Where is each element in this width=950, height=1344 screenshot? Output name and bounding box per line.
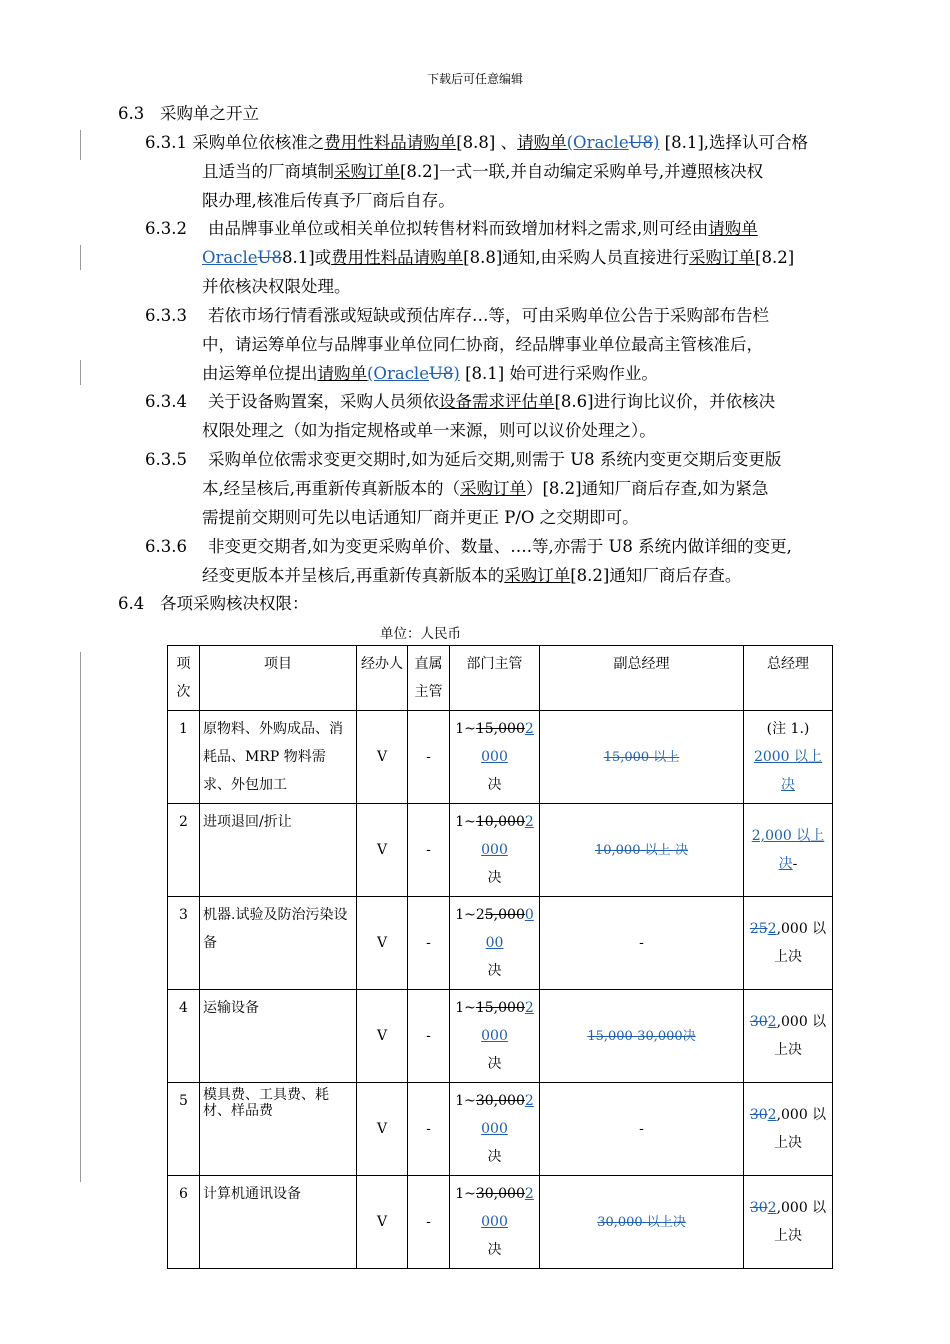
cell-no: 1 — [168, 711, 200, 804]
oracle-link[interactable]: (Oracle — [566, 133, 629, 152]
cell-item: 机器.试验及防治污染设备 — [200, 897, 357, 990]
section-6-4-heading: 6.4 各项采购核决权限： — [118, 594, 309, 613]
table-row — [168, 804, 833, 897]
col-header-handler: 经办人 — [357, 646, 408, 711]
cell-item: 进项退回/折让 — [200, 804, 357, 897]
cell-no: 2 — [168, 804, 200, 897]
cell-direct: - — [408, 897, 450, 990]
cell-dept: 1~30,0002000 决 — [450, 1176, 540, 1269]
approval-authority-table — [167, 645, 833, 1269]
cell-vp: 15,000 以上 — [540, 711, 744, 804]
col-header-no: 项次 — [168, 646, 200, 711]
change-bar — [80, 245, 81, 270]
cell-vp: - — [540, 897, 744, 990]
cell-dept: 1~30,0002000 决 — [450, 1083, 540, 1176]
cell-handler: V — [357, 1083, 408, 1176]
para-6-3-3-line-1: 6.3.3 若依市场行情看涨或短缺或预估库存…等，可由采购单位公告于采购部布告栏 — [145, 306, 769, 325]
cell-direct: - — [408, 804, 450, 897]
cell-dept: 1~10,0002000 决 — [450, 804, 540, 897]
change-bar — [80, 652, 81, 1182]
section-6-3-heading: 6.3 采购单之开立 — [118, 104, 259, 123]
cell-direct: - — [408, 990, 450, 1083]
cell-gm: 302,000 以上决 — [744, 1083, 833, 1176]
para-6-3-5-line-2: 本,经呈核后,再重新传真新版本的（采购订单）[8.2]通知厂商后存查,如为紧急 — [202, 479, 769, 498]
para-6-3-2-line-3: 并依核决权限处理。 — [202, 277, 351, 296]
cell-item: 模具费、工具费、耗材、样品费 — [200, 1083, 357, 1176]
cell-dept: 1~25,000000 决 — [450, 897, 540, 990]
table-row — [168, 1083, 833, 1176]
para-6-3-1-line-1: 6.3.1 采购单位依核准之费用性料品请购单[8.8] 、请购单(OracleU8) [8.1],选择认可合格 — [145, 133, 809, 152]
para-6-3-3-line-2: 中，请运筹单位与品牌事业单位同仁协商，经品牌事业单位最高主管核准后， — [202, 335, 763, 354]
cell-direct: - — [408, 711, 450, 804]
para-6-3-6-line-1: 6.3.6 非变更交期者,如为变更采购单价、数量、….等,亦需于 U8 系统内做详细的变更, — [145, 537, 792, 556]
cell-no: 3 — [168, 897, 200, 990]
cell-handler: V — [357, 990, 408, 1083]
para-6-3-2-line-2: OracleU88.1]或费用性料品请购单[8.8]通知,由采购人员直接进行采购订单[8.2] — [202, 248, 795, 267]
cell-handler: V — [357, 897, 408, 990]
para-6-3-5-line-1: 6.3.5 采购单位依需求变更交期时,如为延后交期,则需于 U8 系统内变更交期后变更版 — [145, 450, 782, 469]
table-row — [168, 1176, 833, 1269]
cell-gm: 302,000 以上决 — [744, 1176, 833, 1269]
para-6-3-1-line-3: 限办理,核准后传真予厂商后自存。 — [202, 191, 455, 210]
para-6-3-5-line-3: 需提前交期则可先以电话通知厂商并更正 P/O 之交期即可。 — [202, 508, 639, 527]
para-6-3-3-line-3: 由运筹单位提出请购单(OracleU8) [8.1] 始可进行采购作业。 — [202, 364, 658, 383]
cell-item: 原物料、外购成品、消耗品、MRP 物料需求、外包加工 — [200, 711, 357, 804]
oracle-link[interactable]: (Oracle — [367, 364, 429, 383]
para-6-3-4-line-1: 6.3.4 关于设备购置案，采购人员须依设备需求评估单[8.6]进行询比议价，并依核决 — [145, 392, 776, 411]
table-row — [168, 711, 833, 804]
para-6-3-6-line-2: 经变更版本并呈核后,再重新传真新版本的采购订单[8.2]通知厂商后存查。 — [202, 566, 742, 585]
cell-item: 计算机通讯设备 — [200, 1176, 357, 1269]
cell-item: 运输设备 — [200, 990, 357, 1083]
para-6-3-2-line-1: 6.3.2 由品牌事业单位或相关单位拟转售材料而致增加材料之需求,则可经由请购单 — [145, 219, 758, 238]
col-header-vp: 副总经理 — [540, 646, 744, 711]
page-header: 下载后可任意编辑 — [426, 72, 523, 86]
cell-gm: 2,000 以上决- — [744, 804, 833, 897]
cell-handler: V — [357, 804, 408, 897]
cell-direct: - — [408, 1083, 450, 1176]
cell-handler: V — [357, 711, 408, 804]
para-6-3-4-line-2: 权限处理之（如为指定规格或单一来源，则可以议价处理之）。 — [202, 421, 656, 440]
cell-vp: 30,000 以上决 — [540, 1176, 744, 1269]
col-header-item: 项目 — [200, 646, 357, 711]
para-6-3-1-line-2: 且适当的厂商填制采购订单[8.2]一式一联,并自动编定采购单号,并遵照核决权 — [202, 162, 764, 181]
table-row — [168, 990, 833, 1083]
cell-vp: 10,000 以上-决 — [540, 804, 744, 897]
cell-gm: (注 1.) 2000 以上决 — [744, 711, 833, 804]
cell-no: 6 — [168, 1176, 200, 1269]
col-header-direct: 直属主管 — [408, 646, 450, 711]
oracle-link[interactable]: Oracle — [202, 248, 258, 267]
col-header-gm: 总经理 — [744, 646, 833, 711]
currency-unit: 单位：人民币 — [380, 626, 461, 642]
change-bar — [80, 360, 81, 385]
cell-no: 5 — [168, 1083, 200, 1176]
cell-no: 4 — [168, 990, 200, 1083]
table-row — [168, 897, 833, 990]
cell-direct: - — [408, 1176, 450, 1269]
col-header-dept: 部门主管 — [450, 646, 540, 711]
cell-gm: 252,000 以上决 — [744, 897, 833, 990]
cell-gm: 302,000 以上决 — [744, 990, 833, 1083]
cell-dept: 1~15,0002000 决 — [450, 711, 540, 804]
cell-handler: V — [357, 1176, 408, 1269]
cell-vp: - — [540, 1083, 744, 1176]
cell-vp: 15,000-30,000决 — [540, 990, 744, 1083]
cell-dept: 1~15,0002000 决 — [450, 990, 540, 1083]
change-bar — [80, 130, 81, 160]
table-header-row — [168, 646, 833, 711]
